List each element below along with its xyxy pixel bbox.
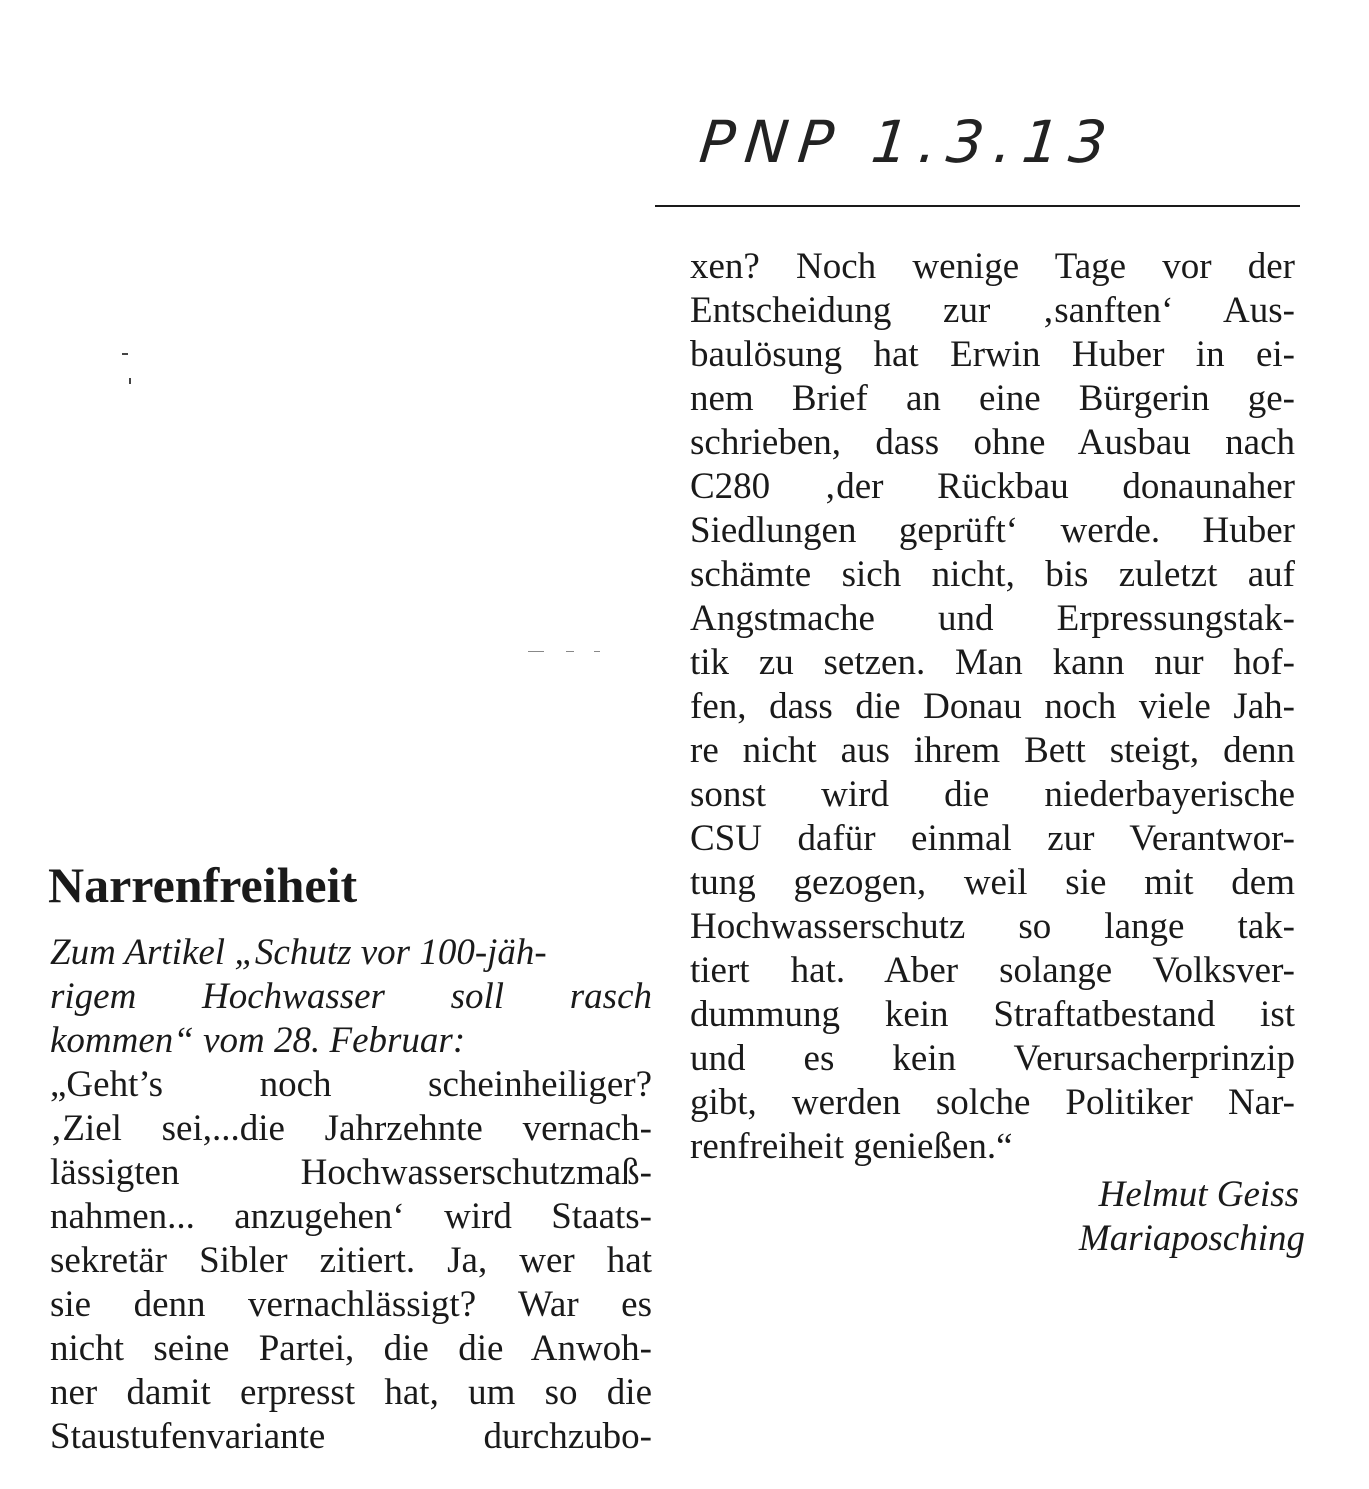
body-line: nem Brief an eine Bürgerin ge- [690, 378, 1295, 419]
body-line: fen, dass die Donau noch viele Jah- [690, 686, 1295, 727]
subhead-line: rigem Hochwasser soll rasch [50, 976, 652, 1017]
subhead-line: kommen“ vom 28. Februar: [50, 1020, 466, 1061]
body-line: gibt, werden solche Politiker Nar- [690, 1082, 1295, 1123]
body-line: re nicht aus ihrem Bett steigt, denn [690, 730, 1295, 771]
body-line: schrieben, dass ohne Ausbau nach [690, 422, 1295, 463]
scan-speck [122, 353, 128, 355]
body-line: Hochwasserschutz so lange tak- [690, 906, 1295, 947]
body-line: lässigten Hochwasserschutzmaß- [50, 1152, 652, 1193]
body-line: schämte sich nicht, bis zuletzt auf [690, 554, 1295, 595]
scan-speck [528, 651, 544, 652]
subhead-line: Zum Artikel „Schutz vor 100-jäh- [50, 932, 547, 973]
body-line: xen? Noch wenige Tage vor der [690, 246, 1295, 287]
body-line: tik zu setzen. Man kann nur hof- [690, 642, 1295, 683]
scan-speck [129, 378, 131, 384]
body-line: tiert hat. Aber solange Volksver- [690, 950, 1295, 991]
body-line: renfreiheit genießen.“ [690, 1126, 1013, 1167]
handwritten-date-note: PNP 1.3.13 [696, 108, 1120, 176]
body-line: Siedlungen geprüft‘ werde. Huber [690, 510, 1295, 551]
body-line: und es kein Verursacherprinzip [690, 1038, 1295, 1079]
scan-speck [594, 651, 600, 652]
body-line: ‚Ziel sei,...die Jahrzehnte vernach- [50, 1108, 652, 1149]
body-line: sonst wird die niederbayerische [690, 774, 1295, 815]
body-line: Entscheidung zur ‚sanften‘ Aus- [690, 290, 1295, 331]
scan-speck [566, 651, 574, 652]
body-line: dummung kein Straftatbestand ist [690, 994, 1295, 1035]
body-line: nicht seine Partei, die die Anwoh- [50, 1328, 652, 1369]
body-line: Staustufenvariante durchzubo- [50, 1416, 652, 1457]
body-line: „Geht’s noch scheinheiliger? [50, 1064, 652, 1105]
body-line: baulösung hat Erwin Huber in ei- [690, 334, 1295, 375]
article-headline: Narrenfreiheit [48, 857, 358, 913]
body-line: sekretär Sibler zitiert. Ja, wer hat [50, 1240, 652, 1281]
column-rule [655, 205, 1300, 207]
body-line: Angstmache und Erpressungstak- [690, 598, 1295, 639]
body-line: tung gezogen, weil sie mit dem [690, 862, 1295, 903]
author-name: Helmut Geiss [1098, 1174, 1299, 1215]
body-line: nahmen... anzugehen‘ wird Staats- [50, 1196, 652, 1237]
body-line: CSU dafür einmal zur Verantwor- [690, 818, 1295, 859]
author-place: Mariaposching [1078, 1218, 1305, 1259]
body-line: C280 ‚der Rückbau donaunaher [690, 466, 1295, 507]
body-line: sie denn vernachlässigt? War es [50, 1284, 652, 1325]
body-line: ner damit erpresst hat, um so die [50, 1372, 652, 1413]
